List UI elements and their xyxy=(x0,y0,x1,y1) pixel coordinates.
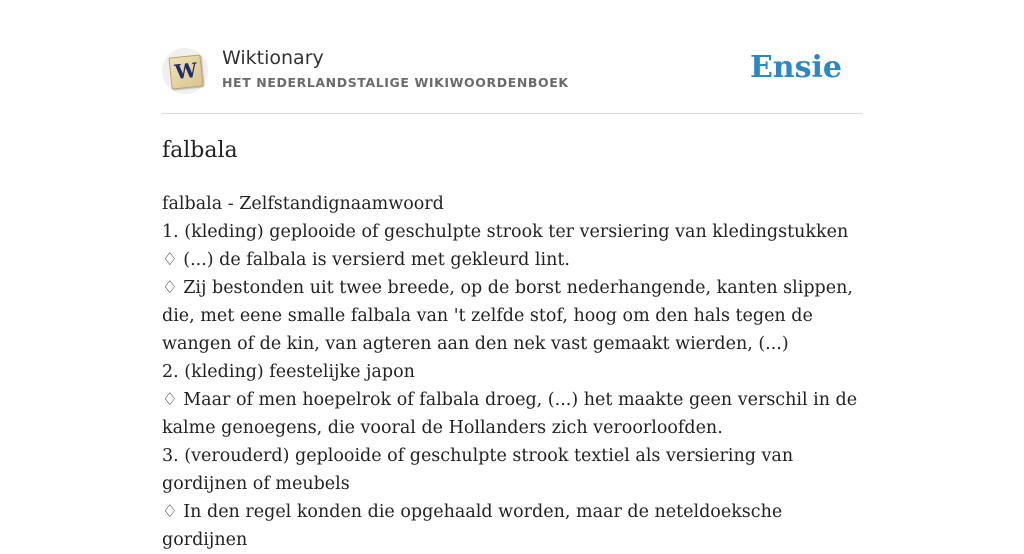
ensie-brand-logo[interactable]: Ensie xyxy=(749,50,842,85)
page-title: falbala xyxy=(162,138,238,163)
wiktionary-logo[interactable] xyxy=(162,48,208,94)
definition-2: 2. (kleding) feestelijke japon xyxy=(162,362,415,382)
example-3a: ♢ In den regel konden die opgehaald worden, maar de neteldoeksche gordijnen xyxy=(162,502,783,550)
site-header xyxy=(162,44,862,114)
entry-content xyxy=(162,190,866,554)
site-name[interactable]: Wiktionary xyxy=(222,47,324,69)
example-2a: ♢ Maar of men hoepelrok of falbala droeg, (...) het maakte geen verschil in de kalme genoegens, die vooral de Hollanders zich veroorloofden. xyxy=(162,390,858,438)
example-1b: ♢ Zij bestonden uit twee breede, op de borst nederhangende, kanten slippen, die, met eene smalle falbala van 't zelfde stof, hoog om den hals tegen de wangen of de kin, van agteren aan den nek vast gemaakt wierden, (...) xyxy=(162,278,853,354)
example-1a: ♢ (...) de falbala is versierd met gekleurd lint. xyxy=(162,250,570,270)
site-tagline: HET NEDERLANDSTALIGE WIKIWOORDENBOEK xyxy=(222,75,569,90)
definition-3: 3. (verouderd) geplooide of geschulpte strook textiel als versiering van gordijnen of meubels xyxy=(162,446,794,494)
logo-tile-icon xyxy=(168,54,203,89)
entry-heading: falbala - Zelfstandignaamwoord xyxy=(162,194,444,214)
logo-letter: W xyxy=(173,57,199,85)
definition-1: 1. (kleding) geplooide of geschulpte strook ter versiering van kledingstukken xyxy=(162,222,849,242)
